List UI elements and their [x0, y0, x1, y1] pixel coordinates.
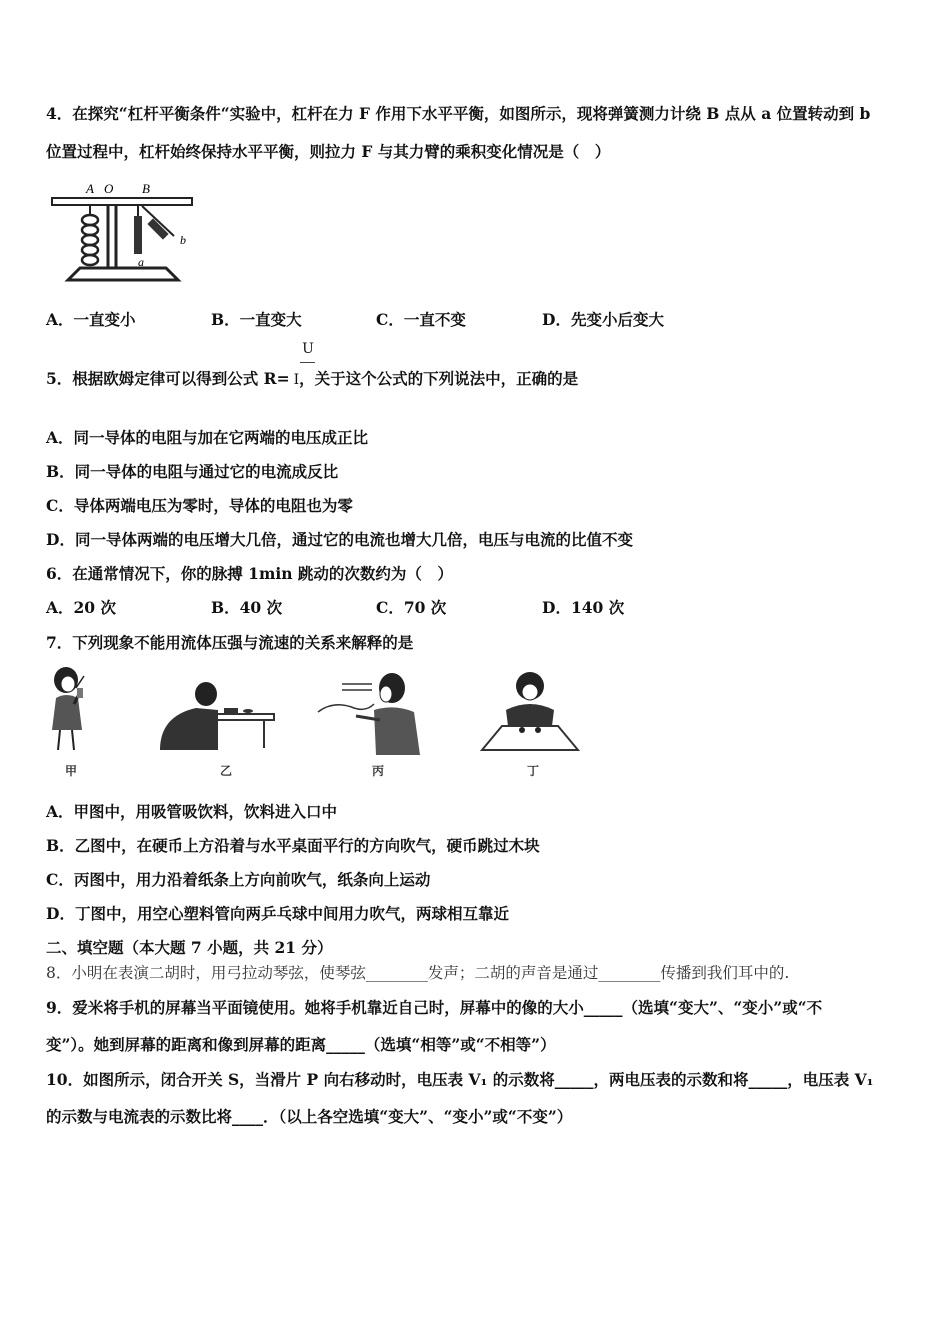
q5-option-b[interactable]: B．同一导体的电阻与通过它的电流成反比: [46, 462, 339, 481]
q5-option-d[interactable]: D．同一导体两端的电压增大几倍，通过它的电流也增大几倍，电压与电流的比值不变: [46, 530, 633, 549]
q6-option-d[interactable]: D．140 次: [542, 598, 625, 617]
q5-stem-end: ，关于这个公式的下列说法中，正确的是: [299, 369, 579, 388]
q7-option-a[interactable]: A．甲图中，用吸管吸饮料，饮料进入口中: [46, 802, 338, 821]
q9-line1: 9．爱米将手机的屏幕当平面镜使用。她将手机靠近自己时，屏幕中的像的大小_____（选填“变大”、“变小”或“不: [46, 998, 823, 1017]
q5-stem: [46, 367, 578, 389]
q7-option-c[interactable]: C．丙图中，用力沿着纸条上方向前吹气，纸条向上运动: [46, 870, 431, 889]
q6-stem: 6．在通常情况下，你的脉搏 1min 跳动的次数约为（ ）: [46, 564, 453, 583]
q6-option-c[interactable]: C．70 次: [376, 598, 447, 617]
formula-numerator: U: [302, 341, 314, 357]
label-A: A: [86, 181, 94, 196]
section-title: 二、填空题（本大题 7 小题，共 21 分）: [46, 938, 333, 957]
q4-option-c[interactable]: C．一直不变: [376, 310, 466, 329]
q4-option-b[interactable]: B．一直变大: [211, 310, 302, 329]
q4-stem-line1: 4．在探究“杠杆平衡条件“实验中，杠杆在力 F 作用下水平平衡，如图所示，现将弹簧测力计绕 B 点从 a 位置转动到 b: [46, 104, 871, 123]
caption-ding: 丁: [527, 764, 540, 778]
caption-jia: 甲: [65, 764, 78, 778]
q10-line2: 的示数与电流表的示数比将____．（以上各空选填“变大”、“变小”或“不变”）: [46, 1107, 573, 1126]
caption-yi: 乙: [220, 764, 233, 778]
figure-ding: [480, 668, 580, 753]
q9-line2: 变”）。她到屏幕的距离和像到屏幕的距离_____（选填“相等”或“不相等”）: [46, 1035, 556, 1054]
figure-yi: [156, 680, 276, 750]
q6-option-b[interactable]: B．40 次: [211, 598, 283, 617]
q8-text: 8．小明在表演二胡时，用弓拉动琴弦，使琴弦________发声；二胡的声音是通过________传播到我们耳中的.: [46, 964, 790, 982]
q6-option-a[interactable]: A．20 次: [46, 598, 116, 617]
lever-figure: [46, 176, 196, 286]
q4-option-a[interactable]: A．一直变小: [46, 310, 136, 329]
label-O: O: [104, 181, 114, 196]
q10-line1: 10．如图所示，闭合开关 S，当滑片 P 向右移动时，电压表 V₁ 的示数将_____，两电压表的示数和将_____，电压表 V₁: [46, 1070, 874, 1089]
q7-stem: 7．下列现象不能用流体压强与流速的关系来解释的是: [46, 633, 414, 652]
q5-option-a[interactable]: A．同一导体的电阻与加在它两端的电压成正比: [46, 428, 369, 447]
q7-option-d[interactable]: D．丁图中，用空心塑料管向两乒乓球中间用力吹气，两球相互靠近: [46, 904, 509, 923]
caption-bing: 丙: [372, 764, 385, 778]
q5-option-c[interactable]: C．导体两端电压为零时，导体的电阻也为零: [46, 496, 353, 515]
q4-stem-line2: 位置过程中，杠杆始终保持水平平衡，则拉力 F 与其力臂的乘积变化情况是（ ）: [46, 142, 611, 161]
label-a: a: [138, 255, 144, 269]
figure-bing: [314, 670, 424, 755]
formula-denominator: I: [293, 372, 300, 388]
q5-stem-start: 5．根据欧姆定律可以得到公式 R=: [46, 369, 290, 388]
q4-option-d[interactable]: D．先变小后变大: [542, 310, 664, 329]
label-B: B: [142, 181, 150, 196]
label-b: b: [180, 233, 186, 247]
fraction-bar: [300, 362, 315, 363]
figure-jia: [44, 664, 94, 754]
q7-option-b[interactable]: B．乙图中，在硬币上方沿着与水平桌面平行的方向吹气，硬币跳过木块: [46, 836, 540, 855]
